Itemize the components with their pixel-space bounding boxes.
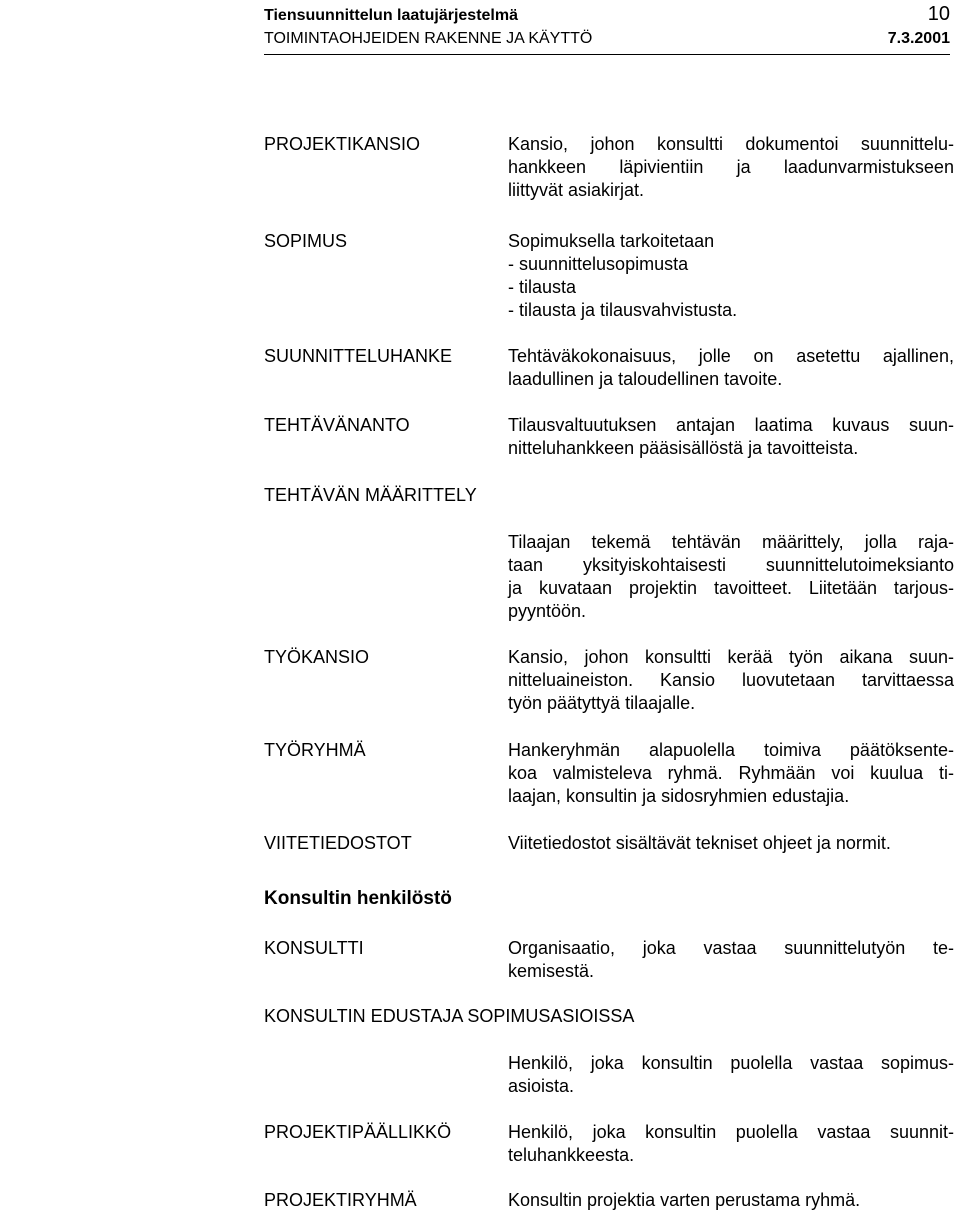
word: Organisaatio, bbox=[508, 938, 616, 958]
word: määrittely, bbox=[761, 532, 844, 552]
definition-line bbox=[508, 1121, 954, 1144]
word: jolle bbox=[698, 346, 731, 366]
word: toimiva bbox=[763, 740, 821, 760]
word: joka bbox=[590, 1053, 624, 1073]
word: projektin bbox=[628, 578, 697, 598]
word: konsultin bbox=[641, 1053, 713, 1073]
word: suunnittelu- bbox=[860, 134, 954, 154]
word: sopimus- bbox=[880, 1053, 954, 1073]
definition-projektikansio bbox=[508, 133, 954, 202]
term-projektikansio: PROJEKTIKANSIO bbox=[264, 134, 421, 154]
word: Tilausvaltuutuksen bbox=[508, 415, 657, 435]
word: koa bbox=[508, 763, 538, 783]
definition-line bbox=[508, 646, 954, 669]
word: Ryhmään bbox=[738, 763, 816, 783]
word: vastaa bbox=[810, 1053, 864, 1073]
definition-line bbox=[508, 739, 954, 762]
definition-line bbox=[508, 762, 954, 785]
definition-projektiryhma bbox=[508, 1189, 954, 1212]
word: tarjous- bbox=[893, 578, 954, 598]
definition-line bbox=[508, 414, 954, 437]
word: Henkilö, bbox=[508, 1053, 574, 1073]
definition-line: - tilausta ja tilausvahvistusta. bbox=[508, 300, 738, 320]
word: Tehtäväkokonaisuus, bbox=[508, 346, 677, 366]
word: puolella bbox=[735, 1122, 798, 1142]
word: laatima bbox=[754, 415, 813, 435]
definition-line: Viitetiedostot sisältävät tekniset ohjeet ja normit. bbox=[508, 833, 891, 853]
word: aikana bbox=[839, 647, 893, 667]
word: työn bbox=[788, 647, 824, 667]
definition-line bbox=[508, 1052, 954, 1075]
word: Tilaajan bbox=[508, 532, 571, 552]
term-tyokansio: TYÖKANSIO bbox=[264, 647, 370, 667]
word: ja bbox=[508, 578, 523, 598]
term-viitetiedostot: VIITETIEDOSTOT bbox=[264, 833, 412, 853]
term-projektiryhma: PROJEKTIRYHMÄ bbox=[264, 1190, 417, 1210]
term-konsultti: KONSULTTI bbox=[264, 938, 364, 958]
word: taan bbox=[508, 555, 544, 575]
word: johon bbox=[584, 647, 629, 667]
definition-line: teluhankkeesta. bbox=[508, 1145, 635, 1165]
definition-line: - tilausta bbox=[508, 277, 577, 297]
word: johon bbox=[590, 134, 635, 154]
word: antajan bbox=[676, 415, 736, 435]
definition-line bbox=[508, 669, 954, 692]
definition-line bbox=[508, 156, 954, 179]
word: raja- bbox=[917, 532, 954, 552]
word: vastaa bbox=[817, 1122, 871, 1142]
definition-line: liittyvät asiakirjat. bbox=[508, 180, 645, 200]
word: ajallinen, bbox=[882, 346, 954, 366]
word: alapuolella bbox=[648, 740, 736, 760]
word: Liitetään bbox=[808, 578, 877, 598]
definition-line bbox=[508, 133, 954, 156]
word: tehtävän bbox=[671, 532, 741, 552]
definition-line bbox=[508, 345, 954, 368]
word: te- bbox=[932, 938, 954, 958]
word: asetettu bbox=[796, 346, 861, 366]
word: on bbox=[753, 346, 774, 366]
word: tekemä bbox=[591, 532, 651, 552]
document-date: 7.3.2001 bbox=[887, 30, 950, 47]
term-tehtavananto: TEHTÄVÄNANTO bbox=[264, 415, 410, 435]
word: hankkeen bbox=[508, 157, 587, 177]
definition-viitetiedostot bbox=[508, 832, 954, 855]
word: konsultti bbox=[645, 647, 712, 667]
word: ti- bbox=[938, 763, 954, 783]
definition-line bbox=[508, 937, 954, 960]
word: suun- bbox=[908, 415, 954, 435]
definition-line: asioista. bbox=[508, 1076, 575, 1096]
definition-line: pyyntöön. bbox=[508, 601, 587, 621]
word: suunnittelutoimeksianto bbox=[765, 555, 954, 575]
word: Kansio, bbox=[508, 647, 569, 667]
term-projektipaallikko: PROJEKTIPÄÄLLIKKÖ bbox=[264, 1122, 452, 1142]
term-tehtavan-maarittely: TEHTÄVÄN MÄÄRITTELY bbox=[264, 485, 477, 505]
word: suunnittelutyön bbox=[784, 938, 906, 958]
document-header bbox=[264, 3, 950, 26]
word: dokumentoi bbox=[745, 134, 839, 154]
definition-tehtavananto bbox=[508, 414, 954, 460]
word: suunnit- bbox=[889, 1122, 954, 1142]
word: luovutetaan bbox=[741, 670, 836, 690]
definition-line: Konsultin projektia varten perustama ryhmä. bbox=[508, 1190, 861, 1210]
definition-konsultti bbox=[508, 937, 954, 983]
word: ja bbox=[736, 157, 751, 177]
definition-projektipaallikko bbox=[508, 1121, 954, 1167]
word: läpivientiin bbox=[619, 157, 704, 177]
word: kuvaus bbox=[832, 415, 890, 435]
word: voi bbox=[831, 763, 855, 783]
definition-line: kemisestä. bbox=[508, 961, 595, 981]
definition-suunnitteluhanke bbox=[508, 345, 954, 391]
definition-line: nitteluhankkeen pääsisällöstä ja tavoitteista. bbox=[508, 438, 859, 458]
word: kuvataan bbox=[538, 578, 613, 598]
word: tavoitteet. bbox=[713, 578, 792, 598]
word: jolla bbox=[864, 532, 897, 552]
definition-line: Sopimuksella tarkoitetaan bbox=[508, 231, 715, 251]
word: tarvittaessa bbox=[861, 670, 954, 690]
term-konsultin-edustaja: KONSULTIN EDUSTAJA SOPIMUSASIOISSA bbox=[264, 1006, 635, 1026]
word: Kansio bbox=[660, 670, 716, 690]
definition-line: laajan, konsultin ja sidosryhmien edustajia. bbox=[508, 786, 850, 806]
word: konsultin bbox=[645, 1122, 717, 1142]
word: vastaa bbox=[703, 938, 757, 958]
definition-line bbox=[508, 554, 954, 577]
document-subheader bbox=[264, 29, 950, 49]
definition-line bbox=[508, 531, 954, 554]
word: kerää bbox=[727, 647, 773, 667]
section-heading: Konsultin henkilöstö bbox=[264, 888, 452, 909]
word: puolella bbox=[730, 1053, 793, 1073]
word: joka bbox=[642, 938, 676, 958]
word: Kansio, bbox=[508, 134, 569, 154]
word: laadunvarmistukseen bbox=[783, 157, 954, 177]
document-subtitle: TOIMINTAOHJEIDEN RAKENNE JA KÄYTTÖ bbox=[264, 30, 593, 47]
term-suunnitteluhanke: SUUNNITTELUHANKE bbox=[264, 346, 453, 366]
term-tyoryhma: TYÖRYHMÄ bbox=[264, 740, 366, 760]
definition-line: laadullinen ja taloudellinen tavoite. bbox=[508, 369, 783, 389]
definition-tehtavan-maarittely bbox=[508, 531, 954, 623]
definition-sopimus bbox=[508, 230, 954, 322]
definition-line bbox=[508, 577, 954, 600]
definition-line: työn päätyttyä tilaajalle. bbox=[508, 693, 696, 713]
definition-tyokansio bbox=[508, 646, 954, 715]
word: päätöksente- bbox=[849, 740, 954, 760]
word: Henkilö, bbox=[508, 1122, 574, 1142]
word: yksityiskohtaisesti bbox=[582, 555, 726, 575]
definition-konsultin-edustaja bbox=[508, 1052, 954, 1098]
word: konsultti bbox=[656, 134, 723, 154]
word: valmisteleva bbox=[552, 763, 652, 783]
definition-tyoryhma bbox=[508, 739, 954, 808]
term-sopimus: SOPIMUS bbox=[264, 231, 348, 251]
word: nitteluaineiston. bbox=[508, 670, 634, 690]
word: suun- bbox=[908, 647, 954, 667]
word: joka bbox=[592, 1122, 626, 1142]
word: ryhmä. bbox=[667, 763, 723, 783]
word: kuulua bbox=[870, 763, 924, 783]
definition-line: - suunnittelusopimusta bbox=[508, 254, 689, 274]
header-divider bbox=[264, 54, 950, 55]
word: Hankeryhmän bbox=[508, 740, 621, 760]
page-number: 10 bbox=[927, 3, 950, 25]
document-title: Tiensuunnittelun laatujärjestelmä bbox=[264, 7, 518, 24]
